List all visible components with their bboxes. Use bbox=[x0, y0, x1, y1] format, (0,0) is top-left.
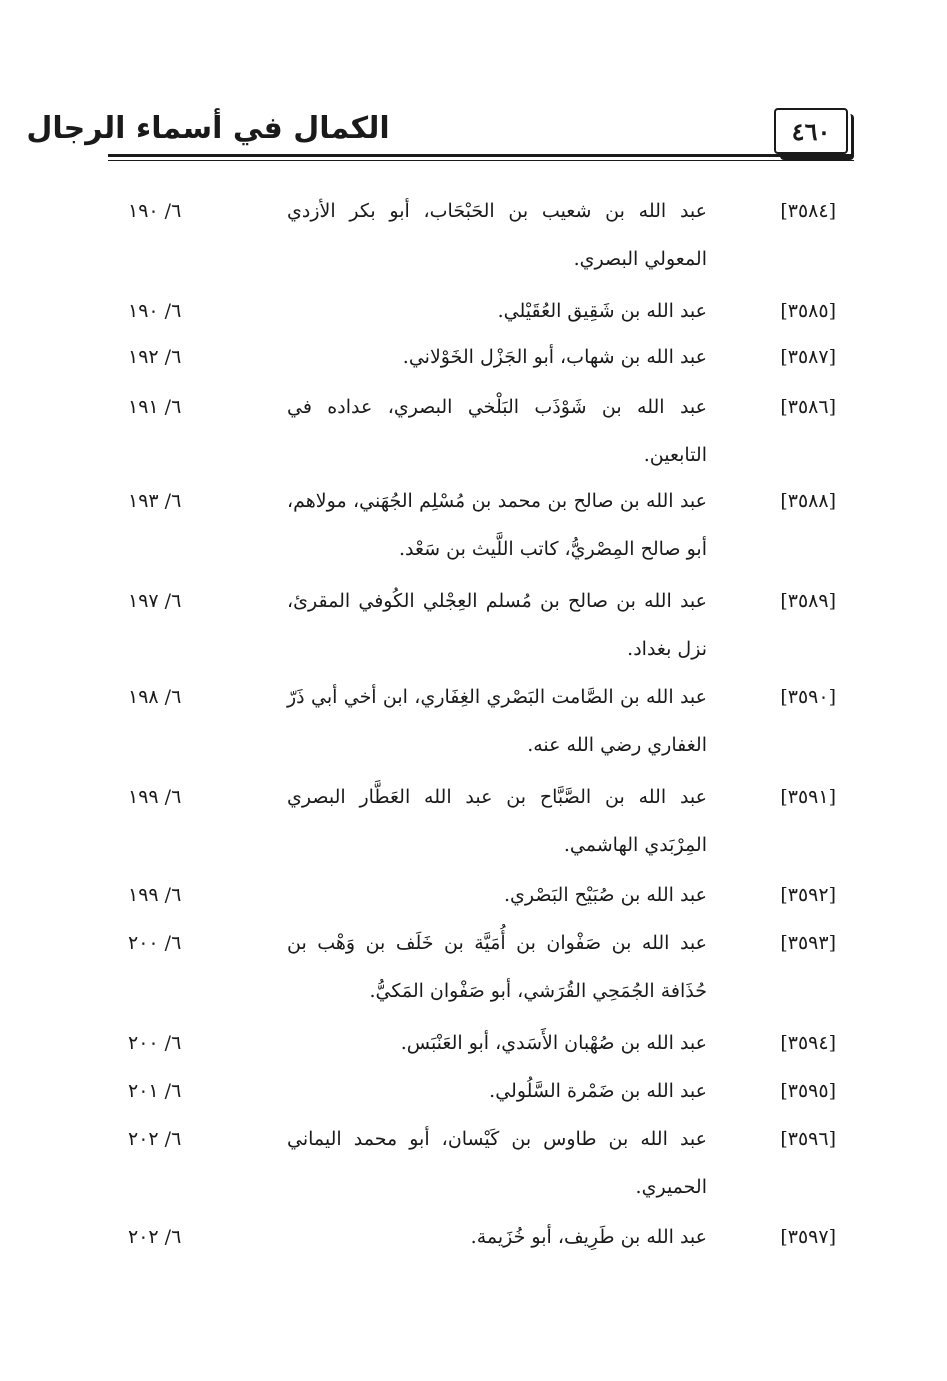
book-title: الكمال في أسماء الرجال bbox=[26, 110, 390, 146]
entry-number: [٣٥٩٥] bbox=[780, 1080, 836, 1102]
entry-number: [٣٥٨٩] bbox=[780, 590, 836, 612]
entry-number: [٣٥٨٦] bbox=[780, 396, 836, 418]
entry-name: عبد الله بن صُبَيْح البَصْري. bbox=[503, 884, 707, 906]
entry-number: [٣٥٨٥] bbox=[780, 300, 836, 322]
entry-name: عبد الله بن شَوْذَب البَلْخي البصري، عداده في التابعين. bbox=[287, 396, 707, 466]
entry-name: عبد الله بن صَفْوان بن أُمَيَّة بن خَلَف بن وَهْب بن حُذَافة الجُمَحِي القُرَشي، أبو صَفْوان المَكيُّ. bbox=[287, 932, 707, 1002]
entry-name: عبد الله بن الصَّبَّاح بن عبد الله العَطَّار البصري المِرْبَدي الهاشمي. bbox=[287, 786, 707, 856]
page-header bbox=[0, 0, 947, 170]
entry-name: عبد الله بن صالح بن مُسلم العِجْلي الكُوفي المقرئ، نزل بغداد. bbox=[287, 590, 707, 660]
entry-reference: ٦/ ٢٠٠ bbox=[128, 1032, 182, 1054]
entry-name: عبد الله بن ضَمْرة السَّلُولي. bbox=[489, 1080, 707, 1102]
entry-reference: ٦/ ١٩٠ bbox=[128, 300, 182, 322]
page-number: ٤٦٠ bbox=[774, 108, 848, 154]
entry-number: [٣٥٨٧] bbox=[780, 346, 836, 368]
entry-number: [٣٥٩٣] bbox=[780, 932, 836, 954]
entry-name: عبد الله بن شهاب، أبو الجَزْل الخَوْلاني. bbox=[402, 346, 707, 368]
entry-number: [٣٥٨٨] bbox=[780, 490, 836, 512]
entry-reference: ٦/ ١٩٢ bbox=[128, 346, 182, 368]
entry-reference: ٦/ ٢٠٢ bbox=[128, 1128, 182, 1150]
entry-reference: ٦/ ١٩٧ bbox=[128, 590, 182, 612]
entry-name: عبد الله بن طاوس بن كَيْسان، أبو محمد اليماني الحميري. bbox=[287, 1128, 707, 1198]
entry-number: [٣٥٩٢] bbox=[780, 884, 836, 906]
entry-reference: ٦/ ١٩٩ bbox=[128, 884, 182, 906]
entry-reference: ٦/ ١٩٣ bbox=[128, 490, 182, 512]
entry-name: عبد الله بن طَرِيف، أبو خُزَيمة. bbox=[470, 1226, 707, 1248]
entry-number: [٣٥٨٤] bbox=[780, 200, 836, 222]
header-rule-thin bbox=[108, 160, 854, 161]
header-rule bbox=[108, 154, 854, 157]
entry-name: عبد الله بن صالح بن محمد بن مُسْلِم الجُهَني، مولاهم، أبو صالح المِصْريُّ، كاتب اللَّيث بن سَعْد. bbox=[287, 490, 707, 560]
entry-name: عبد الله بن شعيب بن الحَبْحَاب، أبو بكر الأزدي المعولي البصري. bbox=[287, 200, 707, 270]
entry-reference: ٦/ ٢٠١ bbox=[128, 1080, 182, 1102]
entry-reference: ٦/ ١٩٨ bbox=[128, 686, 182, 708]
entry-reference: ٦/ ١٩٩ bbox=[128, 786, 182, 808]
entry-number: [٣٥٩٦] bbox=[780, 1128, 836, 1150]
entry-number: [٣٥٩٧] bbox=[780, 1226, 836, 1248]
entry-reference: ٦/ ١٩٠ bbox=[128, 200, 182, 222]
entry-name: عبد الله بن صُهْبان الأَسَدي، أبو العَنْبَس. bbox=[400, 1032, 707, 1054]
entry-reference: ٦/ ٢٠٠ bbox=[128, 932, 182, 954]
entry-name: عبد الله بن الصَّامت البَصْري الغِفَاري، ابن أخي أبي ذَرّ الغفاري رضي الله عنه. bbox=[287, 686, 707, 756]
entry-number: [٣٥٩٠] bbox=[780, 686, 836, 708]
entry-reference: ٦/ ١٩١ bbox=[128, 396, 182, 418]
entry-reference: ٦/ ٢٠٢ bbox=[128, 1226, 182, 1248]
entry-number: [٣٥٩٤] bbox=[780, 1032, 836, 1054]
entry-number: [٣٥٩١] bbox=[780, 786, 836, 808]
entry-name: عبد الله بن شَقِيق العُقَيْلي. bbox=[497, 300, 707, 322]
